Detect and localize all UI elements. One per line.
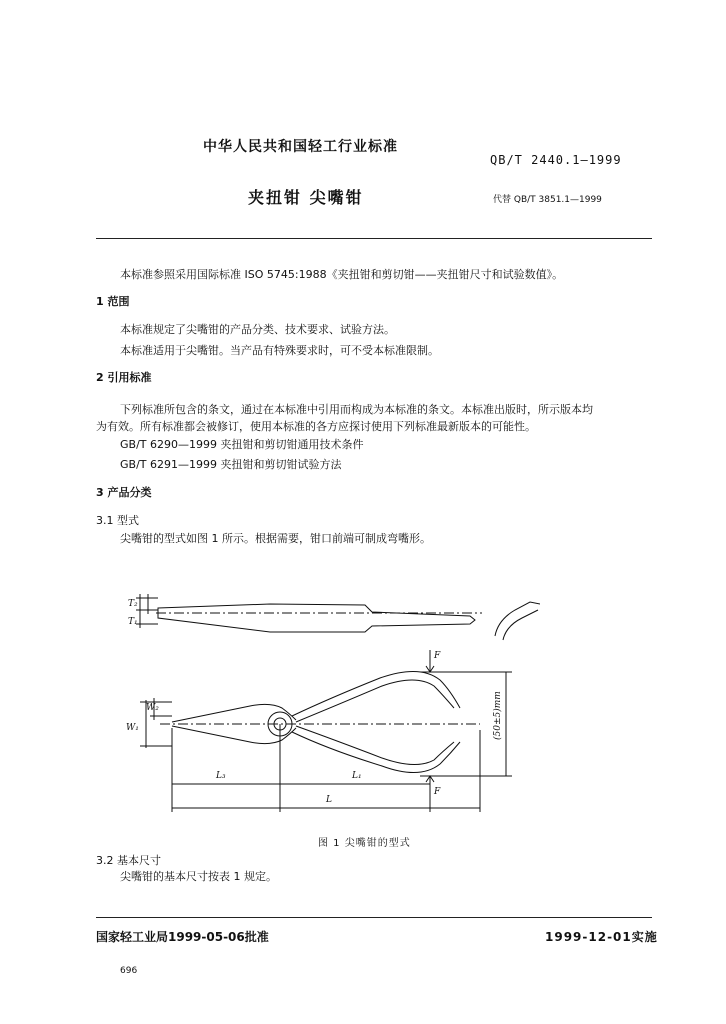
page-number: 696 — [120, 966, 138, 976]
effective-date: 1999-12-01实施 — [545, 930, 658, 944]
side-view-pliers — [158, 604, 475, 632]
section-3-2-text: 尖嘴钳的基本尺寸按表 1 规定。 — [120, 870, 277, 883]
label-dimension: (50±5)mm — [493, 691, 503, 740]
section-2-p1-line2: 为有效。所有标准都会被修订，使用本标准的各方应探讨使用下列标准最新版本的可能性。 — [96, 420, 536, 433]
pliers-figure — [120, 580, 540, 830]
section-1-heading: 1 范围 — [96, 295, 130, 308]
upper-jaw — [172, 704, 296, 722]
label-w1: W₁ — [126, 723, 139, 733]
issuer-approval: 国家轻工业局1999-05-06批准 — [96, 930, 269, 944]
section-3-heading: 3 产品分类 — [96, 486, 152, 499]
bent-nose-outline-1 — [495, 602, 540, 636]
section-3-1-text: 尖嘴钳的型式如图 1 所示。根据需要，钳口前端可制成弯嘴形。 — [120, 532, 431, 545]
lower-handle-outer — [292, 732, 460, 773]
label-t2: T₂ — [128, 599, 138, 609]
label-f-top: F — [434, 651, 441, 661]
section-1-p2: 本标准适用于尖嘴钳。当产品有特殊要求时，可不受本标准限制。 — [120, 344, 439, 357]
reference-1: GB/T 6290—1999 夹扭钳和剪切钳通用技术条件 — [120, 438, 364, 451]
replaces-note: 代替 QB/T 3851.1—1999 — [493, 195, 602, 205]
label-l1: L₁ — [352, 771, 362, 781]
label-t1: T₁ — [128, 617, 138, 627]
section-2-heading: 2 引用标准 — [96, 371, 152, 384]
lower-jaw — [172, 726, 296, 744]
label-w2: W₂ — [146, 703, 159, 713]
label-l: L — [326, 795, 332, 805]
section-2-p1-line1: 下列标准所包含的条文，通过在本标准中引用而构成为本标准的条文。本标准出版时，所示版本均 — [120, 403, 593, 416]
label-l3: L₃ — [216, 771, 226, 781]
intro-paragraph: 本标准参照采用国际标准 ISO 5745:1988《夹扭钳和剪切钳——夹扭钳尺寸和试验数值》。 — [120, 268, 564, 281]
header-rule — [96, 238, 652, 239]
product-title: 夹扭钳 尖嘴钳 — [248, 188, 364, 207]
reference-2: GB/T 6291—1999 夹扭钳和剪切钳试验方法 — [120, 458, 342, 471]
lower-handle-inner — [296, 726, 454, 765]
label-f-bottom: F — [434, 787, 441, 797]
section-3-1-heading: 3.1 型式 — [96, 514, 139, 527]
footer-rule — [96, 917, 652, 918]
section-3-2-heading: 3.2 基本尺寸 — [96, 854, 161, 867]
upper-handle-inner — [296, 680, 454, 722]
section-1-p1: 本标准规定了尖嘴钳的产品分类、技术要求、试验方法。 — [120, 323, 395, 336]
figure-caption: 图 1 尖嘴钳的型式 — [318, 838, 411, 849]
upper-handle-outer — [292, 671, 460, 716]
standard-title: 中华人民共和国轻工行业标准 — [203, 139, 398, 155]
standard-code: QB/T 2440.1—1999 — [490, 153, 622, 167]
